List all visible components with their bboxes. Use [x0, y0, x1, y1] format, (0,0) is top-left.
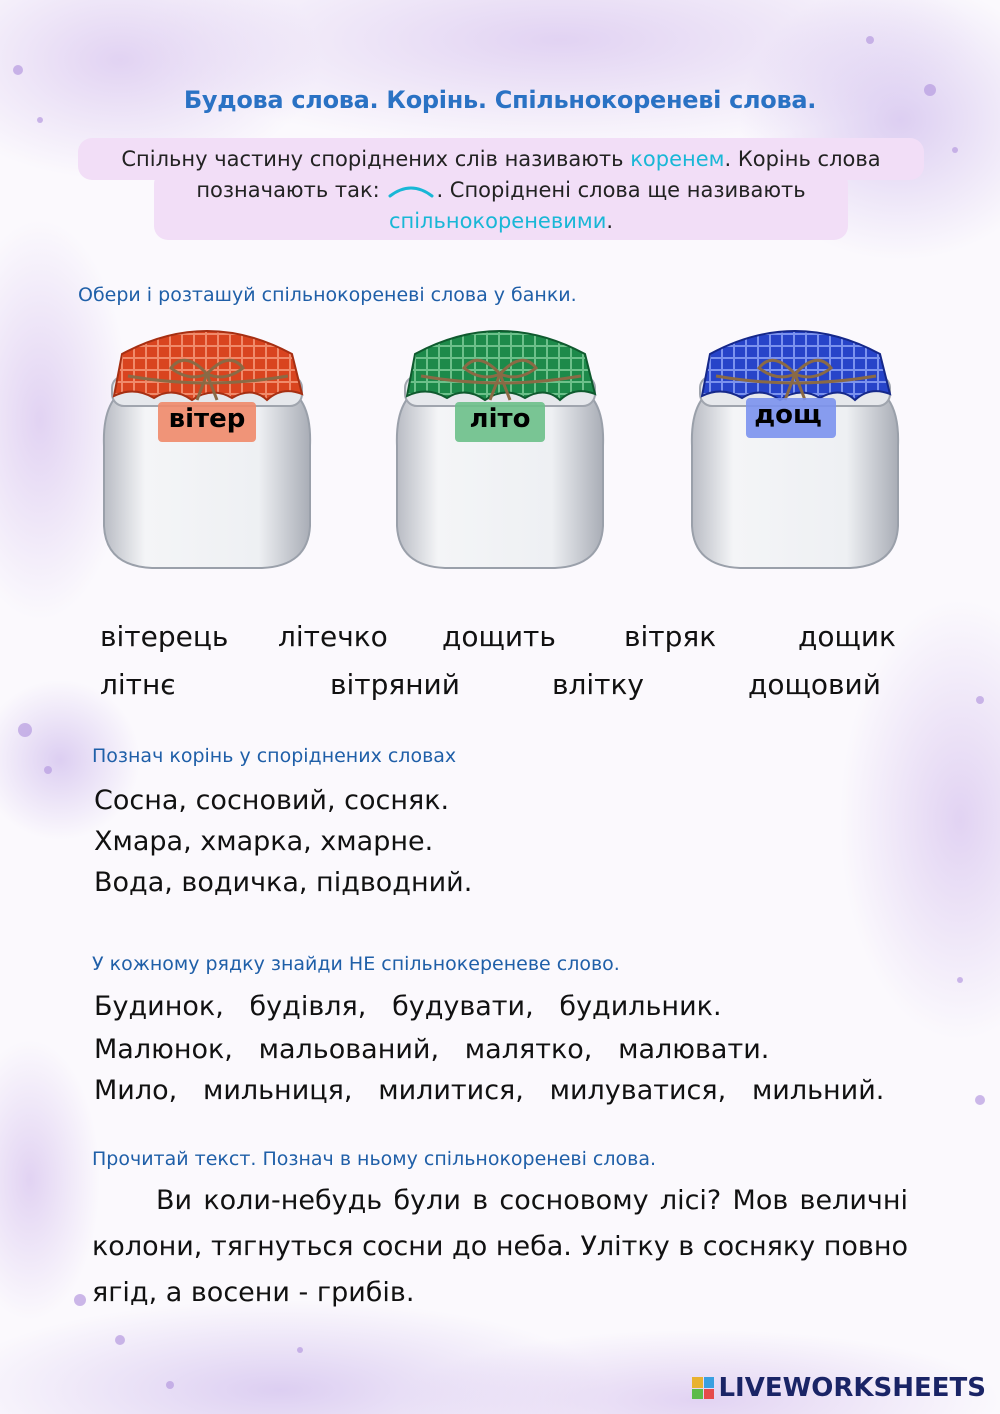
- liveworksheets-logo: LIVEWORKSHEETS: [692, 1373, 986, 1403]
- jar-viter[interactable]: [92, 316, 322, 576]
- definition-box: [78, 138, 924, 240]
- option-word[interactable]: Малюнок,: [94, 1034, 233, 1065]
- option-word[interactable]: милитися,: [378, 1075, 524, 1106]
- logo-cube-icon: [692, 1377, 714, 1399]
- task3-line: [94, 1029, 769, 1071]
- jar-label: дощ: [754, 400, 822, 430]
- option-word[interactable]: Мило,: [94, 1075, 178, 1106]
- task4-instruction: Прочитай текст. Познач в ньому спільнокореневі слова.: [92, 1148, 657, 1170]
- task3-line: [94, 986, 722, 1028]
- task2-line[interactable]: Вода, водичка, підводний.: [94, 867, 473, 898]
- option-word[interactable]: малювати.: [618, 1034, 770, 1065]
- word-card[interactable]: дощик: [798, 620, 896, 653]
- task3-instruction: У кожному рядку знайди НЕ спільнокереневе слово.: [92, 953, 620, 975]
- page-title: Будова слова. Корінь. Спільнокореневі слова.: [183, 86, 817, 114]
- root-arc-icon: [386, 184, 436, 198]
- word-card[interactable]: літечко: [278, 620, 388, 653]
- word-card[interactable]: дощовий: [748, 668, 881, 701]
- jar-doshch[interactable]: [680, 316, 910, 576]
- word-card[interactable]: влітку: [552, 668, 644, 701]
- option-word[interactable]: мальований,: [258, 1034, 440, 1065]
- word-card[interactable]: вітерець: [100, 620, 229, 653]
- definition-line-3: спільнокореневими.: [388, 209, 614, 233]
- task2-line[interactable]: Хмара, хмарка, хмарне.: [94, 826, 434, 857]
- option-word[interactable]: будувати,: [392, 991, 534, 1022]
- word-card[interactable]: вітряк: [624, 620, 717, 653]
- option-word[interactable]: мильний.: [751, 1075, 885, 1106]
- option-word[interactable]: мильниця,: [202, 1075, 353, 1106]
- task1-instruction: Обери і розташуй спільнокореневі слова у банки.: [78, 284, 577, 306]
- word-card[interactable]: дощить: [442, 620, 556, 653]
- definition-line-2: позначають так: . Споріднені слова ще називають: [196, 178, 806, 202]
- task2-instruction: Познач корінь у споріднених словах: [92, 745, 457, 767]
- word-card[interactable]: вітряний: [330, 668, 460, 701]
- jar-label: вітер: [168, 404, 246, 434]
- jar-label: літо: [469, 404, 531, 434]
- task4-text[interactable]: Ви коли-небудь були в сосновому лісі? Мов величні колони, тягнуться сосни до неба. Улітку в сосняку повно ягід, а восени - грибів.: [92, 1185, 908, 1308]
- task2-line[interactable]: Сосна, сосновий, сосняк.: [94, 785, 450, 816]
- jar-icon: [385, 316, 615, 576]
- jar-lito[interactable]: [385, 316, 615, 576]
- definition-line-1: Спільну частину споріднених слів називають коренем. Корінь слова: [121, 147, 881, 171]
- option-word[interactable]: будівля,: [249, 991, 367, 1022]
- option-word[interactable]: малятко,: [464, 1034, 593, 1065]
- option-word[interactable]: Будинок,: [94, 991, 224, 1022]
- task3-line: [94, 1070, 884, 1112]
- jar-icon: [680, 316, 910, 576]
- option-word[interactable]: милуватися,: [549, 1075, 727, 1106]
- option-word[interactable]: будильник.: [559, 991, 722, 1022]
- word-card[interactable]: літнє: [100, 668, 176, 701]
- jar-icon: [92, 316, 322, 576]
